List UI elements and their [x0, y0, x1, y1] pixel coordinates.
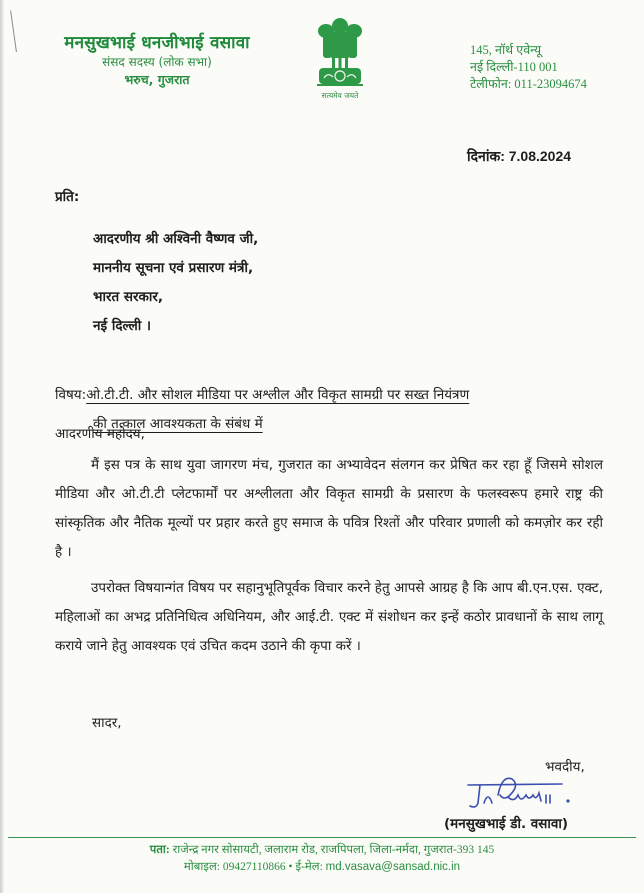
lion-capital-icon — [315, 16, 365, 90]
bullet-separator: • — [288, 861, 293, 873]
addressee-block — [93, 225, 258, 341]
letter-date: दिनांक: 7.08.2024 — [467, 148, 572, 164]
sender-name: मनसुखभाई धनजीभाई वसावा — [64, 33, 250, 53]
address-label: पता: — [149, 844, 170, 856]
signature-icon — [462, 773, 592, 813]
subject-text-line2: की तत्काल आवश्यकता के संबंध में — [93, 416, 263, 432]
paragraph-text: मैं इस पत्र के साथ युवा जागरण मंच, गुजरात का अभ्यावेदन संलगन कर प्रेषित कर रहा हूँ जिसमे सोशल मीडिया और ओ.टी.टी प्लेटफार्मों पर अश्लीलता और विकृत सामग्री के प्रसारण के फलस्वरूप हमारे राष्ट्र की सांस्कृतिक और नैतिक मूल्यों पर प्रहार करते हुए समाज के पवित्र रिश्तों और परिवार प्रणाली को कमज़ोर कर रही है । — [55, 457, 603, 560]
scan-edge-shadow — [0, 0, 4, 893]
telephone: टेलीफोन: 011-23094674 — [470, 77, 587, 91]
paragraph-text: उपरोक्त विषयान्गंत विषय पर सहानुभूतिपूर्वक विचार करने हेतु आपसे आग्रह है कि आप बी.एन.एस. एक्ट, महिलाओं का अभद्र प्रतिनिधित्व अधिनियम, और आई.टी. एक्ट में संशोधन कर इन्हें कठोर प्रावधानों के साथ लागू कराये जाने हेतु आवश्यक एवं उचित कदम उठाने की कृपा करें । — [55, 580, 603, 654]
sender-constituency: भरुच, गुजरात — [124, 72, 190, 87]
mobile-number: 09427110866 — [222, 861, 286, 873]
body-paragraph-2 — [55, 574, 603, 661]
subject-label: विषय: — [55, 387, 87, 403]
email-address[interactable]: md.vasava@sansad.nic.in — [325, 861, 461, 873]
letterhead-sender — [52, 32, 262, 88]
addressee-line: भारत सरकार, — [93, 289, 164, 305]
footer-divider — [8, 837, 636, 838]
closing: सादर, — [92, 715, 122, 731]
pen-mark — [10, 10, 20, 52]
footer-contact-line — [0, 859, 644, 876]
emblem-motto: सत्यमेव जयते — [321, 91, 359, 100]
footer-address-line — [0, 842, 644, 859]
delhi-address-line2: नई दिल्ली-110 001 — [470, 60, 558, 74]
to-label: प्रति: — [55, 189, 80, 205]
delhi-address-line1: 145, नॉर्थ एवेन्यू — [470, 43, 542, 57]
letterhead-footer — [0, 842, 644, 876]
salutation: आदरणीय महोदय, — [55, 426, 145, 442]
addressee-line: आदरणीय श्री अश्विनी वैष्णव जी, — [93, 231, 259, 247]
addressee-line: माननीय सूचना एवं प्रसारण मंत्री, — [93, 260, 254, 276]
sender-role: संसद सदस्य (लोक सभा) — [102, 55, 212, 69]
national-emblem — [312, 16, 368, 106]
letterhead-contact — [470, 42, 587, 93]
email-label: ई-मेल: — [295, 861, 323, 873]
subject-text-line1: ओ.टी.टी. और सोशल मीडिया पर अश्लील और विकृत सामग्री पर सख्त नियंत्रण — [86, 387, 470, 403]
signer-name: (मनसुखभाई डी. वसावा) — [444, 816, 569, 832]
mobile-label: मोबाइल: — [183, 861, 220, 873]
body-paragraph-1 — [55, 451, 603, 567]
valediction: भवदीय, — [545, 759, 585, 775]
addressee-line: नई दिल्ली । — [93, 318, 152, 334]
home-address: राजेन्द्र नगर सोसायटी, जलाराम रोड, राजपिपला, जिला-नर्मदा, गुजरात-393 145 — [172, 844, 495, 856]
